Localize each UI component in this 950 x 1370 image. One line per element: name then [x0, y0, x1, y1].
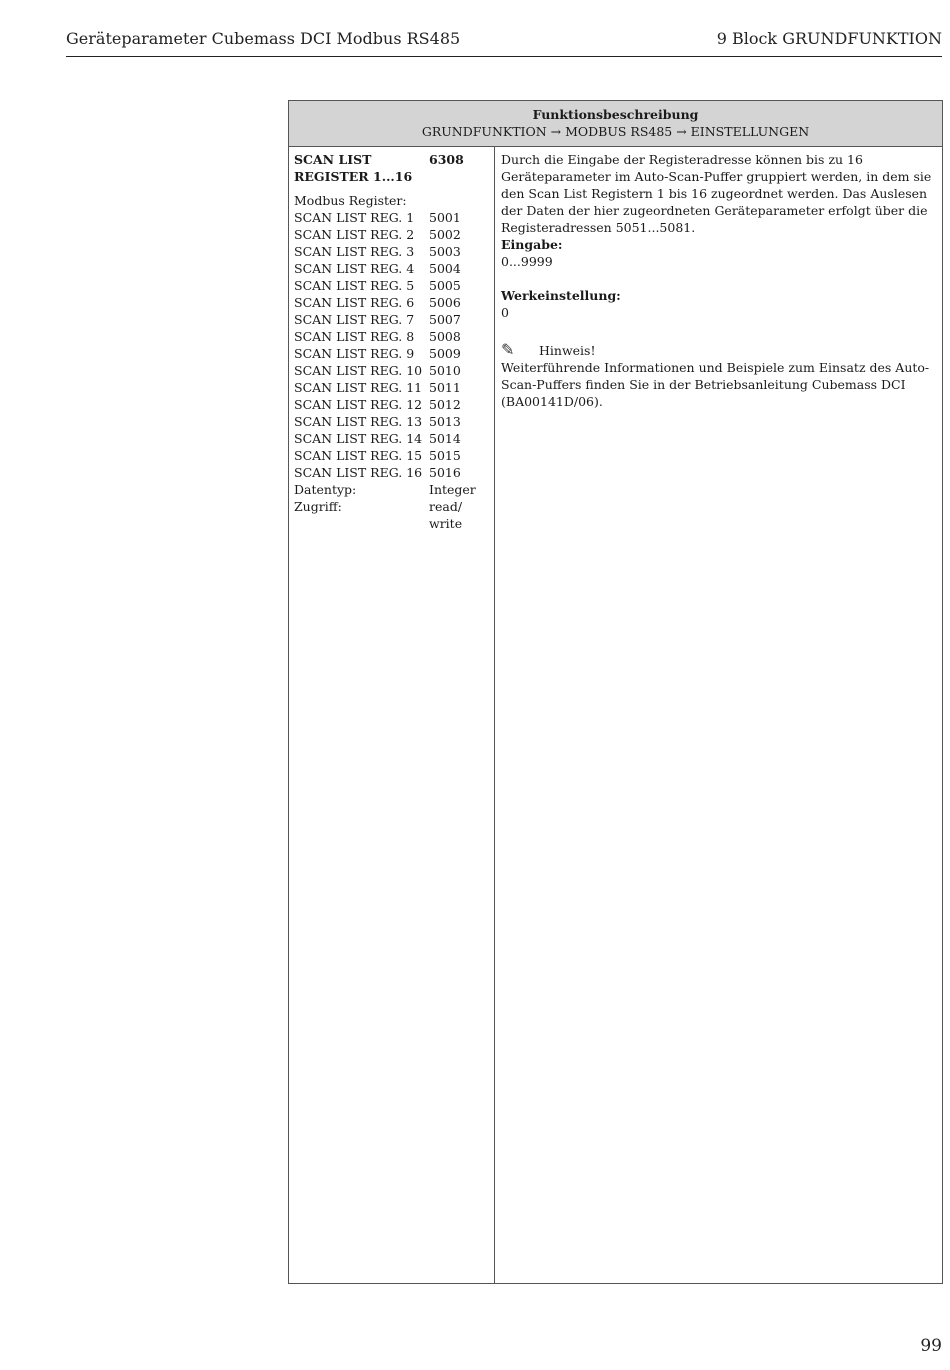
register-list — [294, 209, 489, 481]
register-address: 5001 — [429, 210, 461, 225]
function-table — [288, 100, 943, 1284]
note-heading — [501, 342, 933, 359]
datatype-label: Datentyp: — [294, 482, 357, 497]
chapter-title: 9 Block GRUNDFUNKTION — [716, 29, 942, 48]
pencil-icon: ✎ — [501, 340, 515, 359]
page-header — [66, 26, 942, 57]
register-label: SCAN LIST REG. 4 — [294, 261, 415, 276]
register-address: 5007 — [429, 312, 461, 327]
register-row — [294, 294, 489, 311]
register-row — [294, 209, 489, 226]
register-address: 5003 — [429, 244, 461, 259]
register-row — [294, 277, 489, 294]
description-column — [495, 147, 942, 1283]
page-number: 99 — [920, 1336, 942, 1356]
input-value: 0...9999 — [501, 254, 553, 269]
modbus-register-heading: Modbus Register: — [294, 193, 407, 208]
menu-path: GRUNDFUNKTION → MODBUS RS485 → EINSTELLUNGEN — [421, 124, 810, 139]
register-label: SCAN LIST REG. 1 — [294, 210, 415, 225]
register-row — [294, 345, 489, 362]
register-address: 5012 — [429, 397, 461, 412]
datatype-row — [294, 481, 489, 498]
register-label: SCAN LIST REG. 16 — [294, 465, 423, 480]
access-row — [294, 498, 489, 532]
register-label: SCAN LIST REG. 11 — [294, 380, 423, 395]
register-label: SCAN LIST REG. 7 — [294, 312, 415, 327]
register-address: 5011 — [429, 380, 461, 395]
register-address: 5004 — [429, 261, 461, 276]
register-address: 5010 — [429, 363, 461, 378]
register-row — [294, 464, 489, 481]
register-address: 5005 — [429, 278, 461, 293]
datatype-value: Integer — [429, 482, 476, 497]
function-name-line1: SCAN LIST — [294, 152, 372, 167]
register-address: 5009 — [429, 346, 461, 361]
register-address: 5008 — [429, 329, 461, 344]
access-value — [429, 498, 462, 532]
function-name-line2: REGISTER 1...16 — [294, 169, 413, 184]
table-title: Funktionsbeschreibung — [532, 107, 699, 122]
register-row — [294, 379, 489, 396]
register-label: SCAN LIST REG. 2 — [294, 227, 415, 242]
register-address: 5002 — [429, 227, 461, 242]
register-label: SCAN LIST REG. 10 — [294, 363, 423, 378]
register-address: 5015 — [429, 448, 461, 463]
register-row — [294, 362, 489, 379]
register-label: SCAN LIST REG. 9 — [294, 346, 415, 361]
register-label: SCAN LIST REG. 8 — [294, 329, 415, 344]
document-title: Geräteparameter Cubemass DCI Modbus RS485 — [66, 29, 461, 48]
register-row — [294, 311, 489, 328]
function-column — [289, 147, 495, 1283]
function-name — [294, 151, 412, 185]
register-label: SCAN LIST REG. 12 — [294, 397, 423, 412]
register-row — [294, 396, 489, 413]
table-header — [289, 101, 942, 147]
register-row — [294, 430, 489, 447]
register-row — [294, 243, 489, 260]
input-label: Eingabe: — [501, 237, 563, 252]
register-row — [294, 328, 489, 345]
register-row — [294, 447, 489, 464]
access-value-line2: write — [429, 516, 463, 531]
note-text: Weiterführende Informationen und Beispiele zum Einsatz des Auto-Scan-Puffers finden Sie in der Betriebsanleitung Cubemass DCI (BA00141D/06). — [501, 360, 930, 409]
note-label: Hinweis! — [539, 343, 596, 358]
default-label: Werkeinstellung: — [501, 288, 621, 303]
register-row — [294, 226, 489, 243]
register-address: 5016 — [429, 465, 461, 480]
access-label: Zugriff: — [294, 499, 342, 514]
register-label: SCAN LIST REG. 6 — [294, 295, 415, 310]
register-row — [294, 260, 489, 277]
register-row — [294, 413, 489, 430]
register-label: SCAN LIST REG. 15 — [294, 448, 423, 463]
register-label: SCAN LIST REG. 14 — [294, 431, 423, 446]
default-value: 0 — [501, 305, 509, 320]
function-number: 6308 — [429, 152, 464, 167]
register-address: 5006 — [429, 295, 461, 310]
register-label: SCAN LIST REG. 3 — [294, 244, 415, 259]
description-text: Durch die Eingabe der Registeradresse können bis zu 16 Geräteparameter im Auto-Scan-Puffer gruppiert werden, in dem sie den Scan List Registern 1 bis 16 zugeordnet werden. Das Auslesen der Daten der hier zugeordneten Geräteparameter erfolgt über die Registeradressen 5051...5081. — [501, 152, 932, 235]
register-label: SCAN LIST REG. 5 — [294, 278, 415, 293]
register-address: 5014 — [429, 431, 461, 446]
register-address: 5013 — [429, 414, 461, 429]
register-meta — [294, 481, 489, 532]
access-value-line1: read/ — [429, 499, 463, 514]
register-label: SCAN LIST REG. 13 — [294, 414, 423, 429]
